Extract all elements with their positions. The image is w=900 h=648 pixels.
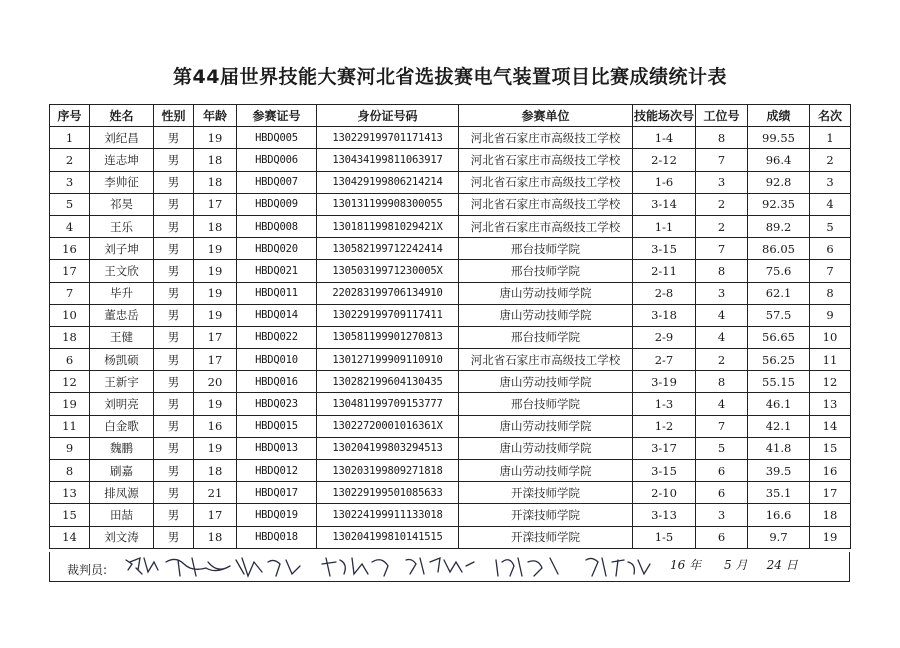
col-header-seq: 序号 (50, 105, 90, 127)
cell-station: 7 (696, 238, 748, 260)
cell-seq: 18 (50, 326, 90, 348)
cell-age: 18 (194, 460, 237, 482)
header-row (50, 105, 851, 127)
cell-gender: 男 (154, 326, 194, 348)
table-row (50, 349, 851, 371)
cell-seq: 19 (50, 393, 90, 415)
cell-rank: 14 (810, 415, 851, 437)
cell-station: 3 (696, 171, 748, 193)
date-year: 16 (670, 558, 686, 572)
signature-footer (49, 552, 850, 582)
cell-station: 6 (696, 460, 748, 482)
cell-name: 李帅征 (90, 171, 154, 193)
cell-score: 9.7 (748, 526, 810, 548)
cell-gender: 男 (154, 504, 194, 526)
cell-rank: 17 (810, 482, 851, 504)
cell-id: 130127199909110910 (317, 349, 459, 371)
cell-gender: 男 (154, 482, 194, 504)
cell-score: 56.25 (748, 349, 810, 371)
cell-seq: 9 (50, 437, 90, 459)
col-header-age: 年龄 (194, 105, 237, 127)
cell-station: 7 (696, 149, 748, 171)
cell-unit: 河北省石家庄市高级技工学校 (459, 349, 633, 371)
cell-station: 4 (696, 304, 748, 326)
handwritten-date (670, 556, 798, 573)
cell-score: 96.4 (748, 149, 810, 171)
cell-score: 46.1 (748, 393, 810, 415)
cell-score: 62.1 (748, 282, 810, 304)
cell-unit: 邢台技师学院 (459, 393, 633, 415)
cell-unit: 唐山劳动技师学院 (459, 437, 633, 459)
cell-score: 42.1 (748, 415, 810, 437)
cell-score: 57.5 (748, 304, 810, 326)
table-body (50, 127, 851, 549)
cell-unit: 唐山劳动技师学院 (459, 304, 633, 326)
cell-unit: 开滦技师学院 (459, 482, 633, 504)
table-row (50, 193, 851, 215)
cell-gender: 男 (154, 193, 194, 215)
table-row (50, 482, 851, 504)
cell-session: 3-19 (633, 371, 696, 393)
cell-cert: HBDQ008 (237, 215, 317, 237)
cell-id: 130203199809271818 (317, 460, 459, 482)
cell-name: 杨凯硕 (90, 349, 154, 371)
cell-id: 130229199701171413 (317, 127, 459, 149)
cell-station: 4 (696, 393, 748, 415)
cell-age: 19 (194, 393, 237, 415)
cell-name: 刘明亮 (90, 393, 154, 415)
cell-id: 130481199709153777 (317, 393, 459, 415)
cell-session: 2-12 (633, 149, 696, 171)
cell-session: 2-7 (633, 349, 696, 371)
cell-seq: 17 (50, 260, 90, 282)
score-table (49, 104, 851, 549)
cell-seq: 4 (50, 215, 90, 237)
cell-name: 田喆 (90, 504, 154, 526)
cell-session: 3-17 (633, 437, 696, 459)
cell-station: 3 (696, 504, 748, 526)
cell-id: 130224199911133018 (317, 504, 459, 526)
col-header-name: 姓名 (90, 105, 154, 127)
cell-unit: 唐山劳动技师学院 (459, 371, 633, 393)
table-row (50, 215, 851, 237)
table-row (50, 504, 851, 526)
cell-rank: 19 (810, 526, 851, 548)
cell-rank: 10 (810, 326, 851, 348)
cell-station: 2 (696, 349, 748, 371)
cell-rank: 7 (810, 260, 851, 282)
cell-session: 1-4 (633, 127, 696, 149)
cell-id: 130204199810141515 (317, 526, 459, 548)
cell-unit: 开滦技师学院 (459, 504, 633, 526)
cell-age: 19 (194, 304, 237, 326)
cell-score: 92.8 (748, 171, 810, 193)
cell-cert: HBDQ019 (237, 504, 317, 526)
cell-cert: HBDQ020 (237, 238, 317, 260)
cell-cert: HBDQ014 (237, 304, 317, 326)
cell-gender: 男 (154, 260, 194, 282)
date-month: 5 (724, 558, 732, 572)
cell-gender: 男 (154, 437, 194, 459)
cell-age: 19 (194, 127, 237, 149)
cell-rank: 13 (810, 393, 851, 415)
col-header-cert: 参赛证号 (237, 105, 317, 127)
cell-score: 56.65 (748, 326, 810, 348)
cell-session: 2-10 (633, 482, 696, 504)
cell-gender: 男 (154, 460, 194, 482)
cell-id: 130582199712242414 (317, 238, 459, 260)
cell-score: 16.6 (748, 504, 810, 526)
cell-cert: HBDQ007 (237, 171, 317, 193)
cell-name: 连志坤 (90, 149, 154, 171)
cell-cert: HBDQ021 (237, 260, 317, 282)
cell-station: 8 (696, 127, 748, 149)
cell-gender: 男 (154, 282, 194, 304)
cell-age: 18 (194, 149, 237, 171)
cell-gender: 男 (154, 238, 194, 260)
cell-age: 17 (194, 193, 237, 215)
cell-name: 祁昊 (90, 193, 154, 215)
cell-id: 130229199709117411 (317, 304, 459, 326)
cell-id: 13022720001016361X (317, 415, 459, 437)
cell-score: 41.8 (748, 437, 810, 459)
cell-cert: HBDQ018 (237, 526, 317, 548)
cell-id: 130282199604130435 (317, 371, 459, 393)
cell-seq: 16 (50, 238, 90, 260)
table-row (50, 393, 851, 415)
cell-unit: 河北省石家庄市高级技工学校 (459, 193, 633, 215)
cell-session: 3-13 (633, 504, 696, 526)
col-header-score: 成绩 (748, 105, 810, 127)
cell-session: 3-15 (633, 238, 696, 260)
cell-name: 王文欣 (90, 260, 154, 282)
cell-cert: HBDQ013 (237, 437, 317, 459)
cell-score: 99.55 (748, 127, 810, 149)
cell-id: 130581199901270813 (317, 326, 459, 348)
cell-name: 刘子坤 (90, 238, 154, 260)
cell-station: 2 (696, 193, 748, 215)
cell-age: 20 (194, 371, 237, 393)
cell-gender: 男 (154, 371, 194, 393)
cell-rank: 6 (810, 238, 851, 260)
cell-rank: 5 (810, 215, 851, 237)
col-header-station: 工位号 (696, 105, 748, 127)
cell-rank: 15 (810, 437, 851, 459)
table-row (50, 238, 851, 260)
cell-seq: 14 (50, 526, 90, 548)
cell-station: 2 (696, 215, 748, 237)
cell-station: 5 (696, 437, 748, 459)
cell-station: 4 (696, 326, 748, 348)
cell-unit: 河北省石家庄市高级技工学校 (459, 149, 633, 171)
cell-seq: 15 (50, 504, 90, 526)
cell-name: 刘纪昌 (90, 127, 154, 149)
cell-unit: 唐山劳动技师学院 (459, 460, 633, 482)
cell-name: 王新宇 (90, 371, 154, 393)
table-row (50, 460, 851, 482)
cell-seq: 5 (50, 193, 90, 215)
cell-seq: 12 (50, 371, 90, 393)
cell-id: 220283199706134910 (317, 282, 459, 304)
cell-gender: 男 (154, 149, 194, 171)
cell-cert: HBDQ009 (237, 193, 317, 215)
cell-unit: 河北省石家庄市高级技工学校 (459, 171, 633, 193)
col-header-rank: 名次 (810, 105, 851, 127)
cell-session: 2-9 (633, 326, 696, 348)
cell-unit: 唐山劳动技师学院 (459, 415, 633, 437)
cell-age: 21 (194, 482, 237, 504)
judges-label: 裁判员: (67, 563, 108, 577)
cell-name: 魏鹏 (90, 437, 154, 459)
cell-gender: 男 (154, 304, 194, 326)
cell-age: 18 (194, 215, 237, 237)
cell-station: 6 (696, 482, 748, 504)
cell-gender: 男 (154, 393, 194, 415)
cell-cert: HBDQ011 (237, 282, 317, 304)
cell-cert: HBDQ016 (237, 371, 317, 393)
judge-signatures-text: 吴振全 赵以章 魏鹏飞 柳佳明 张铁桥 刘成竹 杨彦彪 (118, 578, 141, 579)
col-header-unit: 参赛单位 (459, 105, 633, 127)
table-row (50, 415, 851, 437)
table-row (50, 149, 851, 171)
date-year-unit: 年 (689, 558, 702, 572)
cell-seq: 6 (50, 349, 90, 371)
cell-station: 6 (696, 526, 748, 548)
cell-rank: 11 (810, 349, 851, 371)
cell-id: 13018119981029421X (317, 215, 459, 237)
cell-seq: 1 (50, 127, 90, 149)
cell-name: 王乐 (90, 215, 154, 237)
cell-score: 89.2 (748, 215, 810, 237)
col-header-id: 身份证号码 (317, 105, 459, 127)
date-month-unit: 月 (735, 558, 748, 572)
cell-name: 刘文涛 (90, 526, 154, 548)
cell-age: 17 (194, 504, 237, 526)
cell-score: 75.6 (748, 260, 810, 282)
cell-rank: 8 (810, 282, 851, 304)
table-row (50, 437, 851, 459)
cell-session: 2-8 (633, 282, 696, 304)
date-day: 24 (766, 558, 782, 572)
cell-rank: 9 (810, 304, 851, 326)
cell-age: 18 (194, 171, 237, 193)
cell-cert: HBDQ015 (237, 415, 317, 437)
cell-unit: 邢台技师学院 (459, 326, 633, 348)
cell-session: 3-18 (633, 304, 696, 326)
document-title: 第44届世界技能大赛河北省选拔赛电气装置项目比赛成绩统计表 (173, 66, 727, 88)
cell-gender: 男 (154, 215, 194, 237)
cell-rank: 3 (810, 171, 851, 193)
cell-unit: 邢台技师学院 (459, 238, 633, 260)
cell-session: 1-1 (633, 215, 696, 237)
table-row (50, 304, 851, 326)
table-row (50, 282, 851, 304)
cell-cert: HBDQ017 (237, 482, 317, 504)
table-row (50, 171, 851, 193)
table-row (50, 526, 851, 548)
cell-id: 130229199501085633 (317, 482, 459, 504)
cell-rank: 12 (810, 371, 851, 393)
date-day-unit: 日 (785, 558, 798, 572)
cell-name: 毕升 (90, 282, 154, 304)
cell-age: 18 (194, 526, 237, 548)
cell-session: 1-5 (633, 526, 696, 548)
cell-unit: 邢台技师学院 (459, 260, 633, 282)
cell-rank: 16 (810, 460, 851, 482)
cell-id: 13050319971230005X (317, 260, 459, 282)
cell-seq: 8 (50, 460, 90, 482)
cell-session: 1-2 (633, 415, 696, 437)
cell-age: 19 (194, 260, 237, 282)
cell-name: 董忠岳 (90, 304, 154, 326)
cell-station: 7 (696, 415, 748, 437)
cell-seq: 13 (50, 482, 90, 504)
cell-rank: 2 (810, 149, 851, 171)
table-row (50, 260, 851, 282)
cell-gender: 男 (154, 127, 194, 149)
cell-session: 1-6 (633, 171, 696, 193)
cell-score: 35.1 (748, 482, 810, 504)
cell-cert: HBDQ005 (237, 127, 317, 149)
table-row (50, 371, 851, 393)
cell-cert: HBDQ012 (237, 460, 317, 482)
cell-score: 55.15 (748, 371, 810, 393)
cell-name: 王健 (90, 326, 154, 348)
cell-unit: 唐山劳动技师学院 (459, 282, 633, 304)
cell-age: 19 (194, 437, 237, 459)
cell-seq: 7 (50, 282, 90, 304)
cell-age: 16 (194, 415, 237, 437)
cell-name: 排凤源 (90, 482, 154, 504)
cell-station: 8 (696, 371, 748, 393)
cell-id: 130434199811063917 (317, 149, 459, 171)
cell-session: 2-11 (633, 260, 696, 282)
cell-age: 19 (194, 238, 237, 260)
cell-gender: 男 (154, 415, 194, 437)
cell-unit: 河北省石家庄市高级技工学校 (459, 127, 633, 149)
col-header-session: 技能场次号 (633, 105, 696, 127)
cell-score: 39.5 (748, 460, 810, 482)
table-row (50, 326, 851, 348)
cell-seq: 2 (50, 149, 90, 171)
cell-session: 1-3 (633, 393, 696, 415)
col-header-gender: 性别 (154, 105, 194, 127)
cell-session: 3-14 (633, 193, 696, 215)
cell-id: 130204199803294513 (317, 437, 459, 459)
cell-cert: HBDQ022 (237, 326, 317, 348)
cell-station: 8 (696, 260, 748, 282)
cell-age: 17 (194, 326, 237, 348)
cell-unit: 开滦技师学院 (459, 526, 633, 548)
cell-age: 19 (194, 282, 237, 304)
table-row (50, 127, 851, 149)
cell-gender: 男 (154, 349, 194, 371)
cell-age: 17 (194, 349, 237, 371)
cell-rank: 4 (810, 193, 851, 215)
cell-name: 刷嘉 (90, 460, 154, 482)
cell-id: 130429199806214214 (317, 171, 459, 193)
cell-seq: 3 (50, 171, 90, 193)
cell-seq: 11 (50, 415, 90, 437)
cell-seq: 10 (50, 304, 90, 326)
cell-rank: 1 (810, 127, 851, 149)
cell-session: 3-15 (633, 460, 696, 482)
judge-signatures (118, 552, 678, 582)
cell-cert: HBDQ010 (237, 349, 317, 371)
cell-gender: 男 (154, 171, 194, 193)
cell-rank: 18 (810, 504, 851, 526)
cell-station: 3 (696, 282, 748, 304)
cell-id: 130131199908300055 (317, 193, 459, 215)
cell-name: 白金歌 (90, 415, 154, 437)
cell-cert: HBDQ006 (237, 149, 317, 171)
cell-cert: HBDQ023 (237, 393, 317, 415)
cell-gender: 男 (154, 526, 194, 548)
cell-score: 86.05 (748, 238, 810, 260)
cell-score: 92.35 (748, 193, 810, 215)
cell-unit: 河北省石家庄市高级技工学校 (459, 215, 633, 237)
